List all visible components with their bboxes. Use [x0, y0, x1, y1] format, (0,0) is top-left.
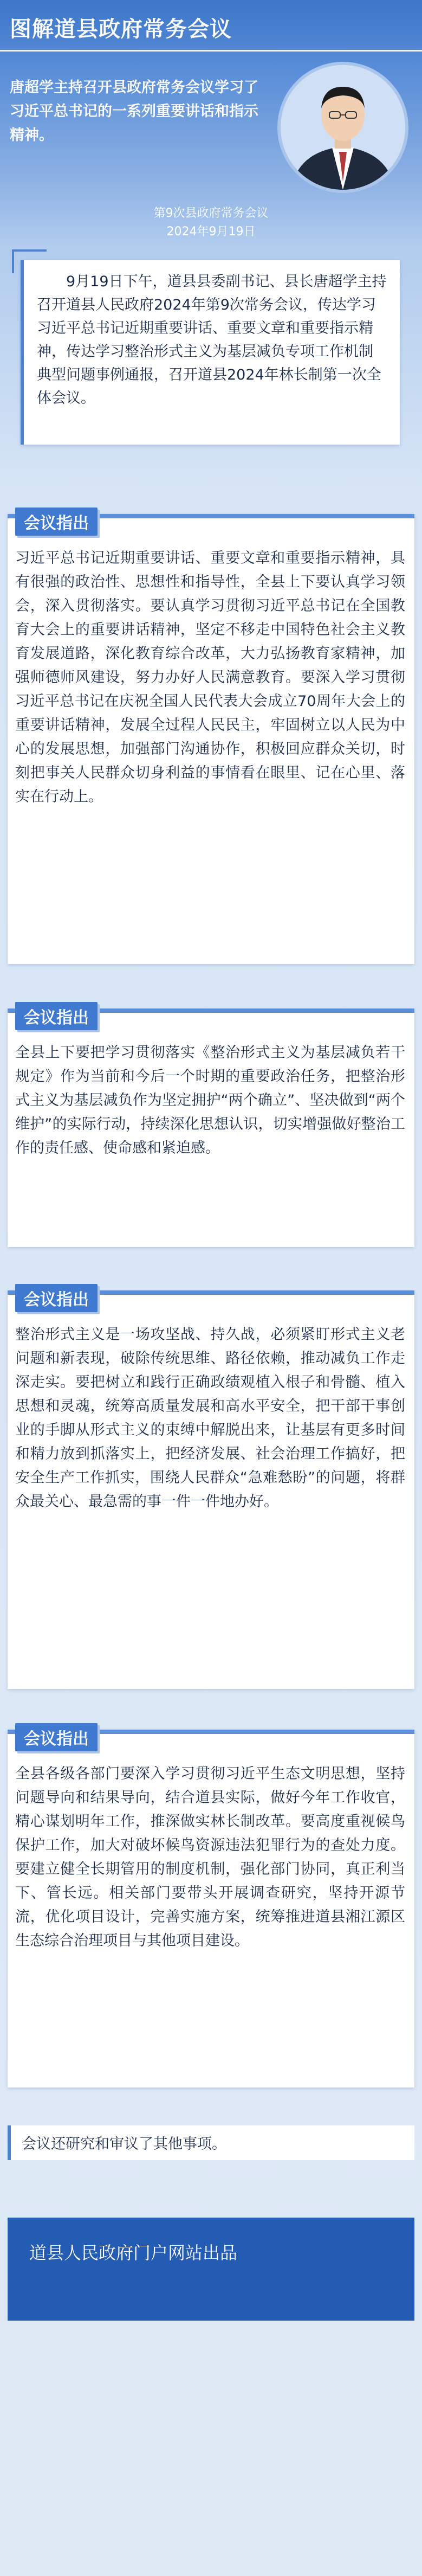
session-label: 第9次县政府常务会议 — [153, 207, 269, 220]
section-body: 全县各级各部门要深入学习贯彻习近平生态文明思想，坚持问题导向和结果导向，结合道县实际，做好今年工作收官，精心谋划明年工作，推深做实林长制改革。要高度重视候鸟保护工作，加大对破坏候鸟资源违法犯罪行为的查处力度。要建立健全长期管用的制度机制，强化部门协同，真正利当下、管长远。相关部门要带头开展调查研究，坚持开源节流，优化项目设计，完善实施方案，统筹推进道县湘江源区生态综合治理项目与其他项目建设。 — [15, 1765, 405, 1949]
title-divider — [0, 50, 422, 52]
lead-paragraph: 9月19日下午，道县县委副书记、县长唐超学主持召开道县人民政府2024年第9次常务会议，传达学习习近平总书记近期重要讲话、重要文章和重要指示精神，传达学习整治形式主义为基层减负专项工作机制典型问题事例通报，召开道县2024年林长制第一次全体会议。 — [21, 260, 400, 445]
portrait-image — [281, 65, 405, 190]
section-body: 习近平总书记近期重要讲话、重要文章和重要指示精神，具有很强的政治性、思想性和指导性，全县上下要认真学习领会，深入贯彻落实。要认真学习贯彻习近平总书记在全国教育大会上的重要讲话精神，坚定不移走中国特色社会主义教育发展道路，深化教育综合改革，大力弘扬教育家精神，加强师德师风建设，努力办好人民满意教育。要深入学习贯彻习近平总书记在庆祝全国人民代表大会成立70周年大会上的重要讲话精神，发展全过程人民民主，牢固树立以人民为中心的发展思想，加强部门沟通协作，积极回应群众关切，时刻把事关人民群众切身利益的事情看在眼里、记在心里、落实在行动上。 — [15, 550, 405, 805]
closing-note: 会议还研究和审议了其他事项。 — [8, 2125, 414, 2160]
section-card — [8, 514, 414, 964]
header-banner — [0, 0, 422, 249]
section-card — [8, 1008, 414, 1247]
section-tag: 会议指出 — [15, 1002, 98, 1030]
section-card — [8, 1730, 414, 2087]
section-body: 全县上下要把学习贯彻落实《整治形式主义为基层减负若干规定》作为当前和今后一个时期的重要政治任务，把整治形式主义为基层减负作为坚定拥护“两个确立”、坚决做到“两个维护”的实际行动，持续深化思想认识，切实增强做好整治工作的责任感、使命感和紧迫感。 — [15, 1044, 405, 1157]
official-portrait — [281, 65, 405, 190]
header-summary: 唐超学主持召开县政府常务会议学习了习近平总书记的一系列重要讲话和指示精神。 — [10, 79, 258, 144]
section-body: 整治形式主义是一场攻坚战、持久战，必须紧盯形式主义老问题和新表现，破除传统思维、路径依赖，推动减负工作走深走实。要把树立和践行正确政绩观植入根子和骨髓、植入思想和灵魂，统筹高质量发展和高水平安全，把干部干事创业的手脚从形式主义的束缚中解脱出来，让基层有更多时间和精力放到抓落实上，把经济发展、社会治理工作搞好，把安全生产工作抓实，围绕人民群众“急难愁盼”的问题，将群众最关心、最急需的事一件一件地办好。 — [15, 1326, 405, 1510]
page-title: 图解道县政府常务会议 — [10, 17, 232, 42]
section-tag: 会议指出 — [15, 508, 98, 536]
footer-credit: 道县人民政府门户网站出品 — [8, 2218, 414, 2321]
section-card — [8, 1290, 414, 1689]
section-tag: 会议指出 — [15, 1284, 98, 1312]
session-date: 2024年9月19日 — [166, 225, 256, 239]
section-tag: 会议指出 — [15, 1723, 98, 1751]
